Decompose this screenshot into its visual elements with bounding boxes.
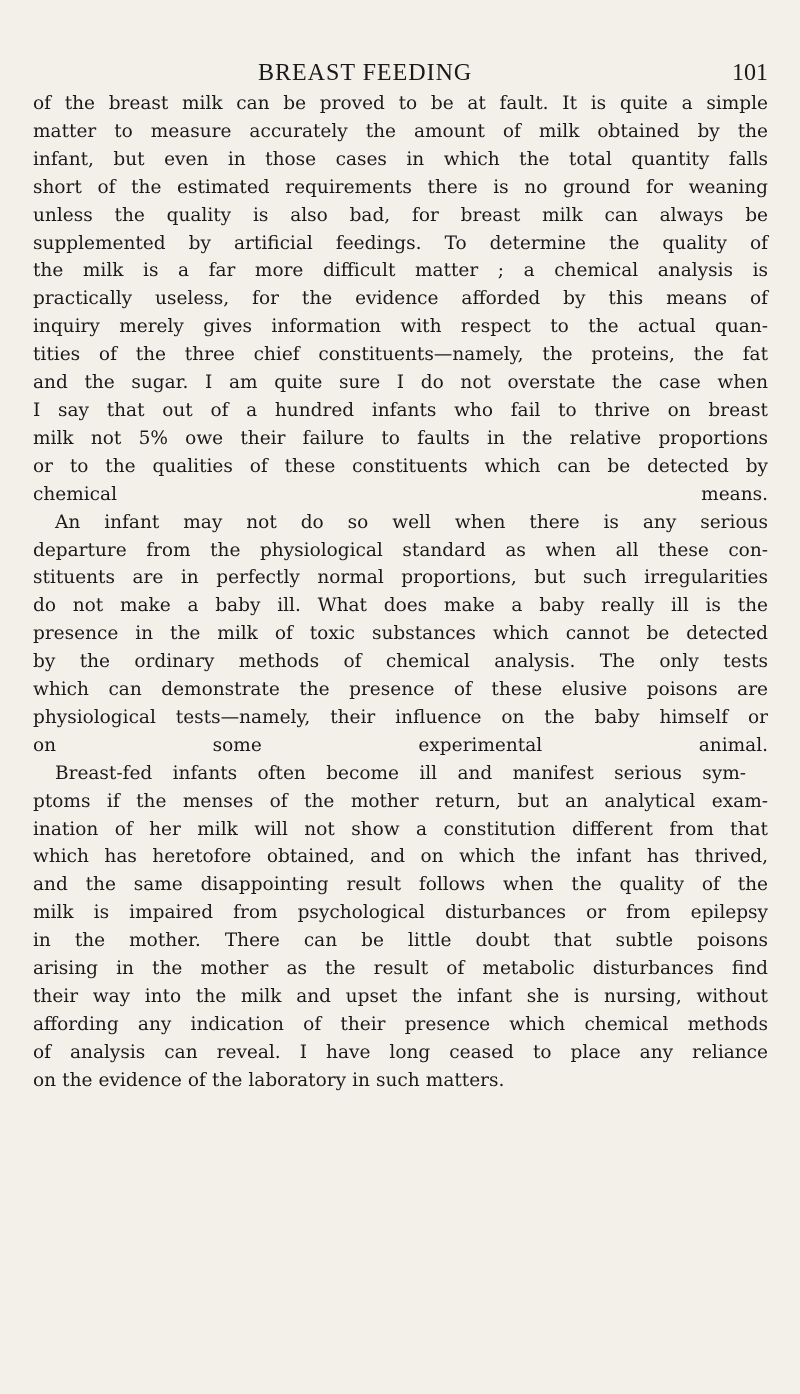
text-line: which has heretofore obtained, and on which the infant has thrived, bbox=[33, 846, 768, 868]
text-line: ination of her milk will not show a constitution different from that bbox=[33, 818, 768, 840]
running-head bbox=[258, 58, 768, 88]
text-line: on some experimental animal. bbox=[33, 734, 768, 756]
text-line: the milk is a far more difficult matter ; a chemical analysis is bbox=[33, 260, 768, 282]
text-line: and the same disappointing result follows when the quality of the bbox=[33, 874, 768, 896]
text-line: matter to measure accurately the amount of milk obtained by the bbox=[33, 120, 768, 142]
text-line: Breast-fed infants often become ill and manifest serious sym- bbox=[55, 762, 746, 784]
text-line: inquiry merely gives information with respect to the actual quan- bbox=[33, 316, 768, 338]
text-line: chemical means. bbox=[33, 483, 768, 505]
text-line: which can demonstrate the presence of these elusive poisons are bbox=[33, 679, 768, 701]
text-line: ptoms if the menses of the mother return, but an analytical exam- bbox=[33, 790, 768, 812]
text-line: in the mother. There can be little doubt that subtle poisons bbox=[33, 930, 768, 952]
text-line: physiological tests—namely, their influence on the baby himself or bbox=[33, 706, 768, 728]
text-line: short of the estimated requirements there is no ground for weaning bbox=[33, 176, 768, 198]
text-line: I say that out of a hundred infants who fail to thrive on breast bbox=[33, 399, 768, 421]
text-line: and the sugar. I am quite sure I do not overstate the case when bbox=[33, 372, 768, 394]
text-line: milk not 5% owe their failure to faults in the relative proportions bbox=[33, 427, 768, 449]
text-line: their way into the milk and upset the infant she is nursing, without bbox=[33, 986, 768, 1007]
running-title: BREAST FEEDING bbox=[258, 60, 473, 86]
text-line: supplemented by artificial feedings. To determine the quality of bbox=[33, 232, 768, 254]
text-line: tities of the three chief constituents—namely, the proteins, the fat bbox=[33, 344, 768, 366]
text-line: or to the qualities of these constituents which can be detected by bbox=[33, 455, 768, 477]
text-line: milk is impaired from psychological disturbances or from epilepsy bbox=[33, 902, 768, 924]
text-line: practically useless, for the evidence afforded by this means of bbox=[33, 288, 768, 310]
page-number: 101 bbox=[732, 60, 768, 86]
text-line: of analysis can reveal. I have long ceased to place any reliance bbox=[33, 1041, 768, 1063]
text-line: departure from the physiological standard as when all these con- bbox=[33, 539, 768, 561]
text-line: by the ordinary methods of chemical analysis. The only tests bbox=[33, 651, 768, 673]
paragraph-1 bbox=[33, 90, 768, 509]
text-line: presence in the milk of toxic substances which cannot be detected bbox=[33, 623, 768, 645]
body-text bbox=[33, 90, 768, 1095]
text-line: arising in the mother as the result of metabolic disturbances find bbox=[33, 958, 768, 980]
text-line: unless the quality is also bad, for breast milk can always be bbox=[33, 204, 768, 226]
text-line: stituents are in perfectly normal proportions, but such irregularities bbox=[33, 567, 768, 589]
text-line: of the breast milk can be proved to be at fault. It is quite a simple bbox=[33, 93, 768, 114]
text-line: infant, but even in those cases in which the total quantity falls bbox=[33, 148, 768, 170]
text-line: An infant may not do so well when there is any serious bbox=[55, 511, 768, 533]
paragraph-2 bbox=[33, 509, 768, 760]
text-line: do not make a baby ill. What does make a baby really ill is the bbox=[33, 595, 768, 617]
text-line: affording any indication of their presence which chemical methods bbox=[33, 1013, 768, 1035]
text-line: on the evidence of the laboratory in such matters. bbox=[33, 1069, 505, 1091]
paragraph-3 bbox=[33, 760, 768, 1095]
